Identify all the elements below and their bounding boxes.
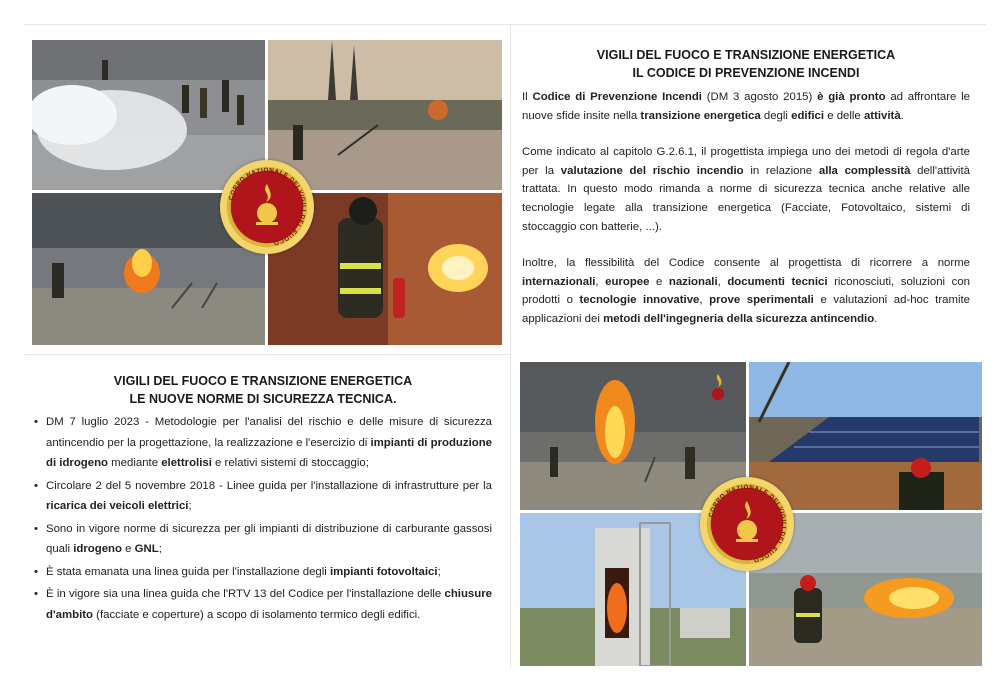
- panel-title-bottom: [34, 372, 492, 408]
- title-line-1: VIGILI DEL FUOCO E TRANSIZIONE ENERGETICA: [596, 48, 896, 62]
- bold-text-run: documenti tecnici: [727, 275, 828, 288]
- paragraph-metodi: [522, 143, 970, 236]
- text-run: e valutazioni ad-hoc tramite applicazioni dei: [522, 294, 970, 325]
- bold-text-run: metodi dell'ingegneria della sicurezza antincendio: [603, 312, 875, 325]
- bold-text-run: transizione energetica: [640, 109, 761, 122]
- bold-text-run: internazionali: [522, 275, 596, 288]
- text-run: Circolare 2 del 5 novembre 2018 - Linee guida per l'installazione di infrastrutture per la: [46, 479, 492, 492]
- seal-ring-text: CORPO NAZIONALE DEI VIGILI DEL FUOCO: [227, 166, 308, 247]
- flame-grenade-icon: [256, 184, 278, 225]
- list-item: [34, 412, 492, 474]
- panel-divider-vertical: [510, 24, 511, 668]
- bold-text-run: impianti di produzione di idrogeno: [46, 436, 492, 469]
- text-run: ;: [437, 565, 441, 578]
- text-run: (facciate e coperture) a scopo di isolamento termico degli edifici.: [93, 608, 421, 621]
- bold-text-run: GNL: [134, 543, 159, 555]
- text-run: Il: [522, 91, 533, 103]
- bold-text-run: elettrolisi: [161, 457, 212, 469]
- title-line-2: LE NUOVE NORME DI SICUREZZA TECNICA.: [129, 392, 397, 406]
- vvf-emblem-seal-top: [220, 160, 314, 254]
- text-run: riconosciuti, soluzioni con prodotti o: [522, 275, 970, 307]
- vvf-emblem-seal-bottom: [700, 477, 794, 571]
- bold-text-run: edifici: [791, 109, 825, 122]
- text-run: È stata emanata una linea guida per l'installazione degli: [46, 565, 330, 578]
- text-run: e delle: [824, 109, 864, 122]
- text-run: (DM 3 agosto 2015): [701, 91, 818, 103]
- bold-text-run: europee: [605, 275, 650, 288]
- bold-text-run: tecnologie innovative: [579, 294, 700, 307]
- text-run: in relazione: [743, 164, 819, 177]
- text-run: ,: [699, 294, 710, 307]
- list-item: [34, 519, 492, 560]
- text-run: degli: [760, 109, 792, 122]
- text-run: e: [649, 275, 669, 288]
- paragraph-flessibilita: [522, 254, 970, 328]
- paragraph-intro: [522, 88, 970, 125]
- page-top-border: [24, 24, 986, 25]
- title-line-1: VIGILI DEL FUOCO E TRANSIZIONE ENERGETICA: [113, 374, 413, 388]
- text-run: e relativi sistemi di stoccaggio;: [211, 457, 369, 469]
- bold-text-run: attività: [863, 109, 901, 122]
- text-run: ;: [188, 500, 192, 512]
- text-run: ad affrontare le nuove sfide insite nella: [522, 91, 970, 122]
- bold-text-run: valutazione del rischio incendio: [560, 164, 744, 177]
- bold-text-run: Codice di Prevenzione Incendi: [532, 91, 702, 103]
- seal-ring-text: CORPO NAZIONALE DEI VIGILI DEL FUOCO: [707, 483, 788, 564]
- bold-text-run: ricarica dei veicoli elettrici: [46, 500, 189, 512]
- bold-text-run: nazionali: [668, 275, 718, 288]
- text-run: Come indicato al capitolo G.2.6.1, il progettista impiega uno dei metodi di regola d'arte per la: [522, 146, 970, 177]
- list-item: [34, 584, 492, 625]
- bold-text-run: idrogeno: [73, 543, 122, 555]
- panel-divider-horizontal-left: [24, 354, 510, 355]
- text-run: .: [900, 109, 904, 122]
- text-run: .: [874, 312, 878, 325]
- list-item: [34, 562, 492, 583]
- bold-text-run: chiusure d'ambito: [46, 588, 492, 621]
- text-run: dell'attività trattata. In questo modo rimanda a norme di sicurezza tecnica anche relative alle tecnologie legate alla transizione energetica (Facciate, Fotovoltaico, sistemi di stoccaggio con batterie, ...).: [522, 164, 970, 233]
- text-run: Inoltre, la flessibilità del Codice consente al progettista di ricorrere a norme: [522, 257, 970, 270]
- panel-nuove-norme: [34, 372, 492, 667]
- list-item: [34, 476, 492, 517]
- title-line-2: IL CODICE DI PREVENZIONE INCENDI: [632, 66, 860, 80]
- text-run: DM 7 luglio 2023 - Metodologie per l'analisi del rischio e delle misure di sicurezza antincendio per la progettazione, la realizzazione e l'esercizio di: [46, 416, 492, 449]
- bold-text-run: prove sperimentali: [709, 294, 814, 307]
- text-run: e: [121, 543, 135, 555]
- bold-text-run: impianti fotovoltaici: [329, 565, 438, 578]
- panel-title-top: [522, 46, 970, 82]
- text-run: ,: [717, 275, 728, 288]
- text-run: mediante: [108, 457, 162, 469]
- panel-codice-prevenzione: [522, 46, 970, 346]
- text-run: Sono in vigore norme di sicurezza per gli impianti di distribuzione di carburante gassosi quali: [46, 522, 492, 555]
- bold-text-run: è già pronto: [817, 91, 886, 103]
- text-run: ,: [595, 275, 606, 288]
- bold-text-run: alla complessità: [818, 164, 911, 177]
- flame-grenade-icon: [736, 501, 758, 542]
- text-run: ;: [158, 543, 162, 555]
- text-run: È in vigore sia una linea guida che l'RTV 13 del Codice per l'installazione delle: [46, 588, 445, 600]
- norme-bullet-list: [34, 412, 492, 625]
